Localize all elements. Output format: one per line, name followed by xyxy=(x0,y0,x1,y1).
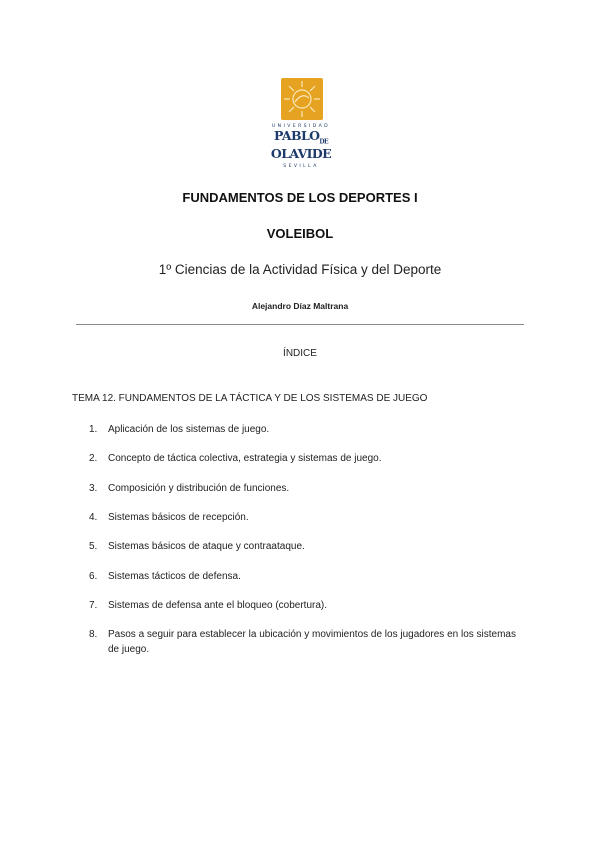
logo-wordmark xyxy=(268,130,334,159)
sport-title: VOLEIBOL xyxy=(266,226,334,241)
logo-university-text: UNIVERSIDAD xyxy=(271,124,331,129)
index-item xyxy=(89,627,529,657)
index-item-text: Sistemas tácticos de defensa. xyxy=(108,571,241,582)
index-item-number: 8. xyxy=(89,629,98,640)
logo-name-line2: OLAVIDE xyxy=(270,145,332,161)
author-name: Alejandro Díaz Maltrana xyxy=(251,301,349,311)
logo-city-text: SEVILLA xyxy=(283,164,319,169)
index-item-number: 5. xyxy=(89,541,98,552)
index-item xyxy=(89,569,529,584)
course-subtitle: 1º Ciencias de la Actividad Física y del Deporte xyxy=(158,262,442,277)
index-item-text: Pasos a seguir para establecer la ubicación y movimientos de los jugadores en los sistemas de juego. xyxy=(108,629,516,655)
university-logo xyxy=(268,78,334,174)
logo-name-de: DE xyxy=(319,138,328,146)
index-item-text: Composición y distribución de funciones. xyxy=(108,483,290,494)
index-heading: ÍNDICE xyxy=(283,348,317,359)
index-item-number: 1. xyxy=(89,424,98,435)
index-item-text: Sistemas básicos de recepción. xyxy=(108,512,249,523)
index-item xyxy=(89,598,529,613)
logo-name-line1: PABLO xyxy=(273,128,320,143)
index-item-number: 3. xyxy=(89,483,98,494)
index-item-text: Aplicación de los sistemas de juego. xyxy=(108,424,270,435)
index-item xyxy=(89,422,529,437)
index-item-number: 2. xyxy=(89,453,98,464)
horizontal-divider xyxy=(76,324,524,325)
index-item xyxy=(89,510,529,525)
index-item-text: Sistemas de defensa ante el bloqueo (cobertura). xyxy=(108,600,328,611)
document-title: FUNDAMENTOS DE LOS DEPORTES I xyxy=(182,190,418,205)
topic-heading: TEMA 12. FUNDAMENTOS DE LA TÁCTICA Y DE LOS SISTEMAS DE JUEGO xyxy=(72,393,428,404)
sun-emblem-icon xyxy=(281,78,323,120)
index-item xyxy=(89,481,529,496)
index-item-number: 4. xyxy=(89,512,98,523)
index-item xyxy=(89,451,529,466)
index-item-text: Sistemas básicos de ataque y contraataque. xyxy=(108,541,305,552)
index-item-number: 6. xyxy=(89,571,98,582)
index-item-text: Concepto de táctica colectiva, estrategia y sistemas de juego. xyxy=(108,453,382,464)
index-item xyxy=(89,539,529,554)
index-item-number: 7. xyxy=(89,600,98,611)
